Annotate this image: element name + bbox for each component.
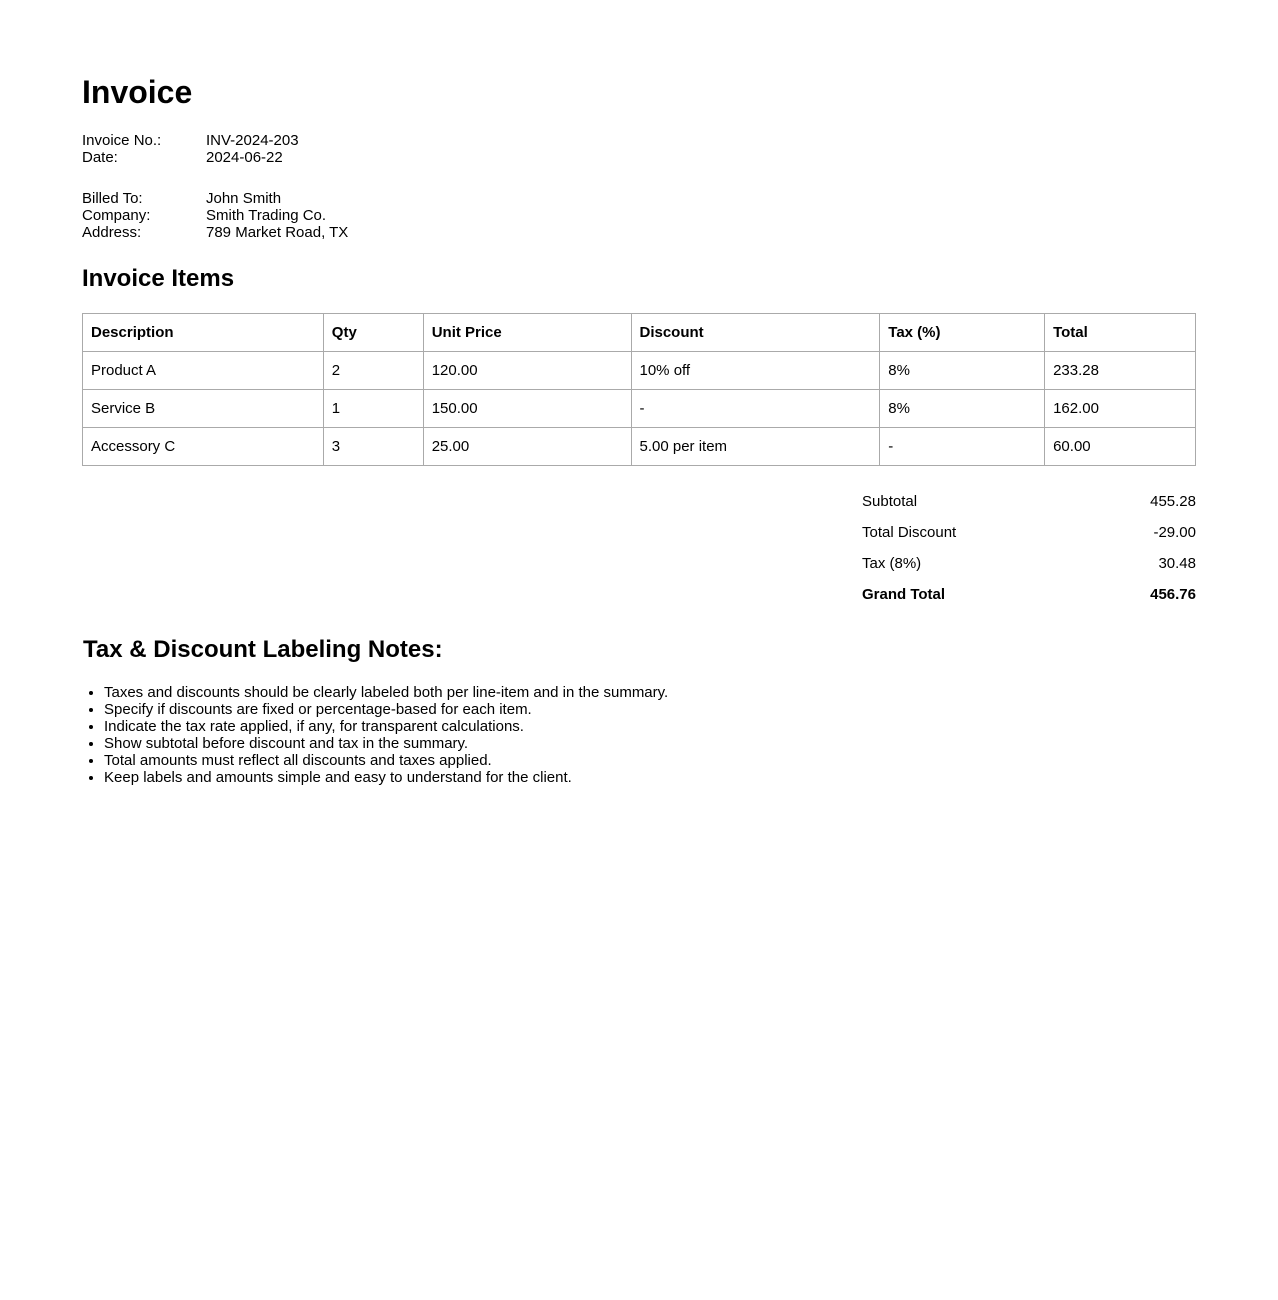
column-header-qty: Qty <box>323 314 423 352</box>
cell-total: 60.00 <box>1045 428 1196 466</box>
company-row <box>82 207 348 224</box>
cell-discount: 10% off <box>631 352 880 390</box>
grand-total-row <box>862 579 1196 610</box>
cell-tax: - <box>880 428 1045 466</box>
invoice-number-row <box>82 132 299 149</box>
cell-qty: 2 <box>323 352 423 390</box>
cell-qty: 3 <box>323 428 423 466</box>
tax-row <box>862 548 1196 579</box>
notes-heading: Tax & Discount Labeling Notes: <box>83 636 443 663</box>
grand-total-value: 456.76 <box>1150 586 1196 603</box>
billed-to-label: Billed To: <box>82 190 143 207</box>
column-header-unit-price: Unit Price <box>423 314 631 352</box>
cell-unit-price: 120.00 <box>423 352 631 390</box>
invoice-date-label: Date: <box>82 149 118 166</box>
total-discount-value: -29.00 <box>1153 524 1196 541</box>
invoice-date-row <box>82 149 299 166</box>
list-item: • Specify if discounts are fixed or percentage-based for each item. <box>104 701 668 718</box>
subtotal-value: 455.28 <box>1150 493 1196 510</box>
invoice-title: Invoice <box>82 74 193 110</box>
billed-to-row <box>82 190 348 207</box>
list-item: • Total amounts must reflect all discounts and taxes applied. <box>104 752 668 769</box>
cell-description: Service B <box>83 390 324 428</box>
list-item: • Keep labels and amounts simple and easy to understand for the client. <box>104 769 668 786</box>
billing-info <box>82 190 348 241</box>
billed-to-value: John Smith <box>206 190 282 207</box>
column-header-tax: Tax (%) <box>880 314 1045 352</box>
cell-qty: 1 <box>323 390 423 428</box>
invoice-items-heading: Invoice Items <box>82 265 235 292</box>
address-value: 789 Market Road, TX <box>206 224 349 241</box>
cell-tax: 8% <box>880 352 1045 390</box>
cell-total: 162.00 <box>1045 390 1196 428</box>
tax-value: 30.48 <box>1158 555 1196 572</box>
total-discount-row <box>862 517 1196 548</box>
cell-total: 233.28 <box>1045 352 1196 390</box>
cell-description: Product A <box>83 352 324 390</box>
table-row <box>83 428 1196 466</box>
cell-discount: 5.00 per item <box>631 428 880 466</box>
company-value: Smith Trading Co. <box>206 207 327 224</box>
column-header-description: Description <box>83 314 324 352</box>
list-item: • Taxes and discounts should be clearly labeled both per line-item and in the summary. <box>104 684 668 701</box>
address-row <box>82 224 348 241</box>
invoice-number-label: Invoice No.: <box>82 132 162 149</box>
table-row <box>83 390 1196 428</box>
invoice-summary <box>862 486 1196 610</box>
cell-description: Accessory C <box>83 428 324 466</box>
cell-unit-price: 25.00 <box>423 428 631 466</box>
cell-discount: - <box>631 390 880 428</box>
total-discount-label: Total Discount <box>862 524 957 541</box>
list-item: • Indicate the tax rate applied, if any, for transparent calculations. <box>104 718 668 735</box>
cell-tax: 8% <box>880 390 1045 428</box>
invoice-date-value: 2024-06-22 <box>206 149 283 166</box>
invoice-number-value: INV-2024-203 <box>206 132 299 149</box>
list-item: • Show subtotal before discount and tax in the summary. <box>104 735 668 752</box>
grand-total-label: Grand Total <box>862 586 946 603</box>
table-row <box>83 352 1196 390</box>
notes-list <box>82 684 668 786</box>
invoice-items-table <box>82 313 1196 466</box>
column-header-total: Total <box>1045 314 1196 352</box>
company-label: Company: <box>82 207 151 224</box>
subtotal-label: Subtotal <box>862 493 918 510</box>
tax-label: Tax (8%) <box>862 555 922 572</box>
address-label: Address: <box>82 224 142 241</box>
subtotal-row <box>862 486 1196 517</box>
column-header-discount: Discount <box>631 314 880 352</box>
cell-unit-price: 150.00 <box>423 390 631 428</box>
table-header-row <box>83 314 1196 352</box>
invoice-meta <box>82 132 299 166</box>
